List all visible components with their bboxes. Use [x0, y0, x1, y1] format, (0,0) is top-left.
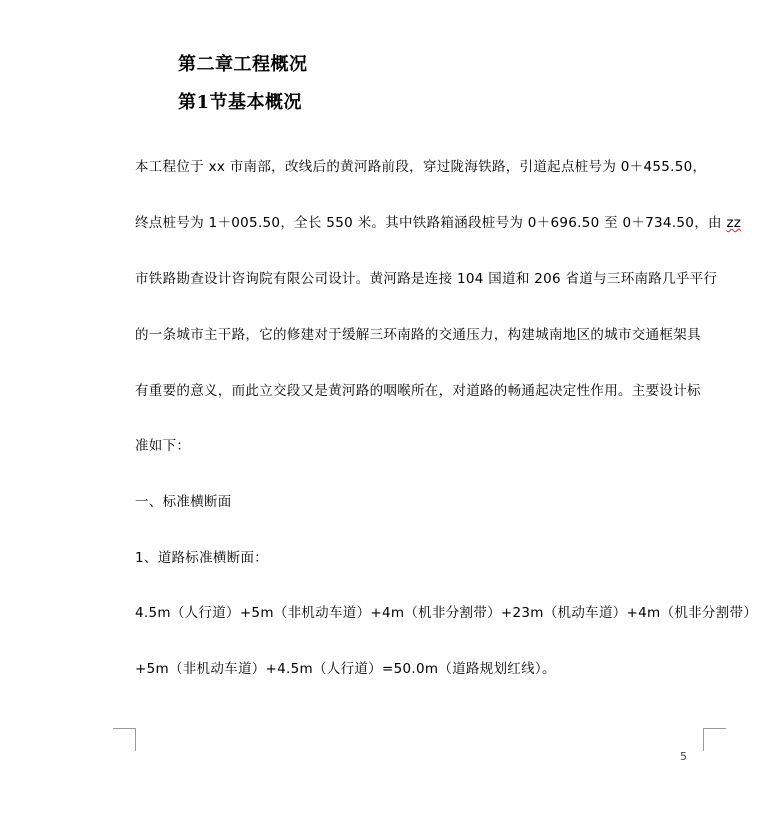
formula-line: +5m（非机动车道）+4.5m（人行道）=50.0m（道路规划红线）。: [135, 661, 556, 677]
paragraph-line: 本工程位于 xx 市南部，改线后的黄河路前段，穿过陇海铁路，引道起点桩号为 0＋455.50，: [135, 159, 707, 175]
paragraph-line: 准如下：: [135, 438, 191, 454]
paragraph-line-text: 终点桩号为 1＋005.50，全长 550 米。其中铁路箱涵段桩号为 0＋696.50 至 0＋734.50，由: [135, 215, 727, 231]
margin-corner-mark: [113, 728, 136, 751]
paragraph-line: 有重要的意义，而此立交段又是黄河路的咽喉所在，对道路的畅通起决定性作用。主要设计标: [135, 383, 701, 399]
formula-line: 4.5m（人行道）+5m（非机动车道）+4m（机非分割带）+23m（机动车道）+4m（机非分割带）: [135, 605, 758, 621]
page-number: 5: [680, 750, 687, 763]
section-heading: 第1节基本概况: [178, 92, 303, 113]
paragraph-line: 市铁路勘查设计咨询院有限公司设计。黄河路是连接 104 国道和 206 省道与三环南路几乎平行: [135, 271, 718, 287]
chapter-heading: 第二章工程概况: [178, 54, 308, 75]
margin-corner-mark: [703, 728, 726, 751]
spellcheck-word: zz: [726, 215, 742, 231]
subheading: 1、道路标准横断面：: [135, 550, 269, 566]
paragraph-line: [135, 211, 741, 231]
paragraph-line: 的一条城市主干路，它的修建对于缓解三环南路的交通压力，构建城南地区的城市交通框架具: [135, 327, 701, 343]
subheading: 一、标准横断面: [135, 494, 232, 510]
